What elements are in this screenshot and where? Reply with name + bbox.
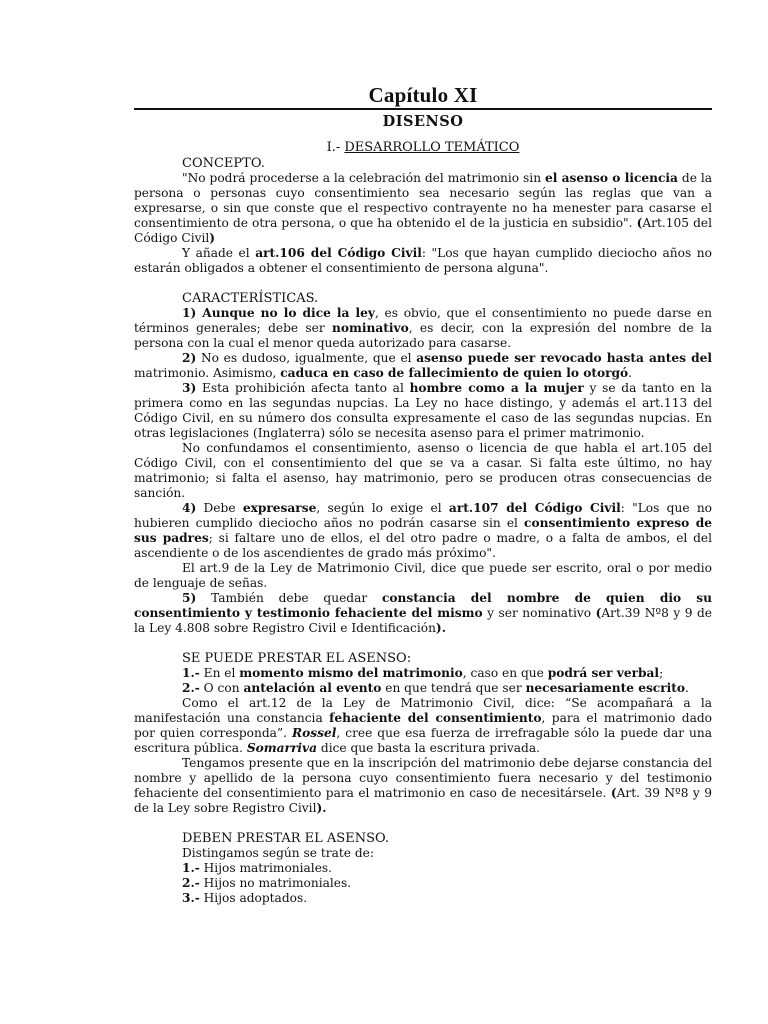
text-run: : "Los que hayan cumplido dieciocho años no estarán obligados a obtener el consentimiento de persona alguna". <box>134 246 712 275</box>
list-item-text: Hijos adoptados. <box>199 891 308 905</box>
bold-text: ) <box>209 231 216 245</box>
section-number: I.- <box>326 140 345 155</box>
text-run: ; si faltare uno de ellos, el del otro padre o madre, o a falta de ambos, el del ascendiente o de los ascendientes de grado más próximo". <box>134 531 712 560</box>
text-run: Art.39 Nº8 y 9 de la Ley 4.808 sobre Registro Civil e Identificación <box>134 606 712 635</box>
bold-text: 5) <box>182 591 197 605</box>
text-run: : "Los que no hubieren cumplido dieciocho años no podrán casarse sin el <box>134 501 713 530</box>
text-run: Y añade el <box>182 246 256 260</box>
caracteristicas-paragraph-6 <box>134 561 712 591</box>
bold-text: fehaciente del consentimiento <box>329 711 542 725</box>
puede-prestar-paragraph-2 <box>134 681 712 696</box>
spacer <box>134 636 712 651</box>
title-rule <box>134 108 712 110</box>
text-run: El art.9 de la Ley de Matrimonio Civil, dice que puede ser escrito, oral o por medio de lenguaje de señas. <box>134 561 712 590</box>
text-run: , cree que esa fuerza de irrefragable sólo la puede dar una escritura pública. <box>134 726 712 755</box>
text-run: y se da tanto en la primera como en las segundas nupcias. La Ley no hace distingo, y además el art.113 del Código Civil, en su número dos consulta expresamente el caso de las segundas nupcias. En otras legislaciones (Inglaterra) sólo se necesita asenso para el primer matrimonio. <box>134 381 712 440</box>
caracteristicas-paragraph-3 <box>134 381 712 441</box>
bold-text: art.106 del Código Civil <box>255 246 422 260</box>
caracteristicas-heading: CARACTERÍSTICAS. <box>182 291 319 306</box>
bold-text: momento mismo del matrimonio <box>239 666 463 680</box>
bold-text: caduca en caso de fallecimiento de quien lo otorgó <box>280 366 629 380</box>
puede-prestar-paragraph-3 <box>134 696 712 756</box>
text-run: , caso en que <box>462 666 548 680</box>
text-run: No es dudoso, igualmente, que el <box>196 351 417 365</box>
text-run: y ser nominativo <box>482 606 596 620</box>
concepto-heading: CONCEPTO. <box>182 156 265 171</box>
text-run: Debe <box>196 501 243 515</box>
bold-text: el asenso o licencia <box>544 171 678 185</box>
list-item-text: Hijos no matrimoniales. <box>199 876 352 890</box>
bold-text: ( <box>636 216 643 230</box>
list-item-text: Hijos matrimoniales. <box>199 861 333 875</box>
text-run: , para el matrimonio dado por quien corresponda”. <box>134 711 712 740</box>
text-run: , según lo exige el <box>316 501 449 515</box>
chapter-title: Capítulo XI <box>368 83 478 107</box>
bold-text: 1.- <box>182 666 200 680</box>
caracteristicas-paragraph-7 <box>134 591 712 636</box>
caracteristicas-paragraph-1 <box>134 306 712 351</box>
text-run: Esta prohibición afecta tanto al <box>196 381 410 395</box>
caracteristicas-paragraph-5 <box>134 501 712 561</box>
text-run: . <box>628 366 633 380</box>
bold-text: 4) <box>182 501 197 515</box>
text-run: en que tendrá que ser <box>381 681 526 695</box>
bold-text: asenso puede ser revocado hasta antes del <box>416 351 712 365</box>
chapter-subtitle: DISENSO <box>382 113 464 130</box>
bold-text: podrá ser verbal <box>547 666 660 680</box>
text-run: Art.105 del Código Civil <box>134 216 712 245</box>
puede-prestar-paragraph-4 <box>134 756 712 816</box>
list-item-number: 1.- <box>182 861 200 875</box>
bold-text: art.107 del Código Civil <box>448 501 621 515</box>
concepto-paragraph-1 <box>134 171 712 246</box>
bold-text: constancia del nombre de quien dio su consentimiento y testimonio fehaciente del mismo <box>134 591 712 620</box>
deben-prestar-heading: DEBEN PRESTAR EL ASENSO. <box>182 831 390 846</box>
author-name: Rossel <box>292 726 337 740</box>
list-item <box>134 891 712 906</box>
concepto-paragraph-2 <box>134 246 712 276</box>
caracteristicas-paragraph-4 <box>134 441 712 501</box>
text-run: Tengamos presente que en la inscripción del matrimonio debe dejarse constancia del nombre y apellido de la persona cuyo consentimiento fuera necesario y del testimonio fehaciente del consentimiento para el matrimonio en caso de necesitársele. <box>134 756 712 800</box>
section-heading <box>134 139 712 156</box>
list-item-number: 2.- <box>182 876 200 890</box>
text-run: , es obvio, que el consentimiento no puede darse en términos generales; debe ser <box>134 306 712 335</box>
author-name: Somarriva <box>246 741 318 755</box>
caracteristicas-paragraph-2 <box>134 351 712 381</box>
bold-text: necesariamente escrito <box>525 681 686 695</box>
list-item <box>134 861 712 876</box>
bold-text: hombre como a la mujer <box>409 381 584 395</box>
bold-text: ( <box>610 786 617 800</box>
section-title: DESARROLLO TEMÁTICO <box>344 140 520 155</box>
text-run: En el <box>199 666 240 680</box>
text-run: , es decir, con la expresión del nombre de la persona con la cual el menor queda autorizado para casarse. <box>134 321 712 350</box>
text-run: de la persona o personas cuyo consentimiento sea necesario según las reglas que van a expresarse, o sin que conste que el respectivo contrayente no ha menester para casarse el consentimiento de otra persona, o que ha obtenido el de la justicia en subsidio". <box>134 171 712 230</box>
bold-text: ). <box>435 621 446 635</box>
text-run: "No podrá procederse a la celebración del matrimonio sin <box>182 171 545 185</box>
text-run: ; <box>659 666 664 680</box>
bold-text: ( <box>595 606 602 620</box>
text-run: Como el art.12 de la Ley de Matrimonio Civil, dice: “Se acompañará a la manifestación una constancia <box>134 696 712 725</box>
bold-text: antelación al evento <box>243 681 382 695</box>
text-run: También debe quedar <box>196 591 382 605</box>
list-item-number: 3.- <box>182 891 200 905</box>
bold-text: 2) <box>182 351 197 365</box>
spacer <box>134 276 712 291</box>
bold-text: expresarse <box>242 501 317 515</box>
bold-text: 1) Aunque no lo dice la ley <box>182 306 375 320</box>
bold-text: 3) <box>182 381 197 395</box>
bold-text: nominativo <box>332 321 409 335</box>
text-run: matrimonio. Asimismo, <box>134 366 281 380</box>
text-run: No confundamos el consentimiento, asenso o licencia de que habla el art.105 del Código Civil, con el consentimiento del que se va a casar. Si falta este último, no hay matrimonio; si falta el asenso, hay matrimonio, pero se producen otras consecuencias de sanción. <box>134 441 712 500</box>
document-page <box>134 78 712 906</box>
text-run: Art. 39 Nº8 y 9 de la Ley sobre Registro Civil <box>134 786 712 815</box>
list-item <box>134 876 712 891</box>
bold-text: 2.- <box>182 681 200 695</box>
puede-prestar-heading: SE PUEDE PRESTAR EL ASENSO: <box>182 651 412 666</box>
text-run: dice que basta la escritura privada. <box>317 741 540 755</box>
spacer <box>134 816 712 831</box>
deben-prestar-intro: Distingamos según se trate de: <box>182 846 374 860</box>
text-run: O con <box>199 681 244 695</box>
text-run: . <box>685 681 689 695</box>
bold-text: consentimiento expreso de sus padres <box>134 516 712 545</box>
bold-text: ). <box>316 801 327 815</box>
puede-prestar-paragraph-1 <box>134 666 712 681</box>
